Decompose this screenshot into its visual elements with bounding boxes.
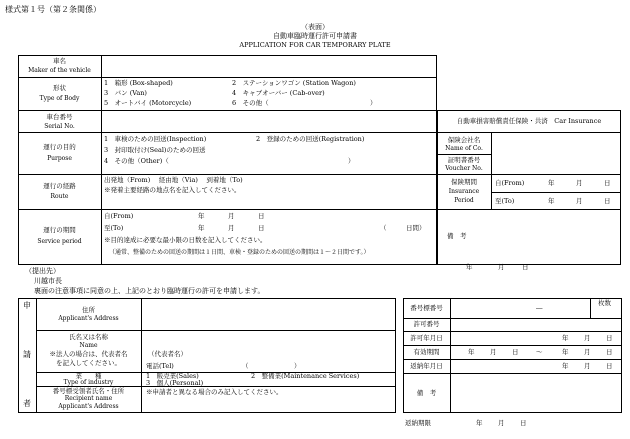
voucher-label-en: Voucher No. [445,165,483,172]
body-option-2[interactable]: 2 ステーションワゴン (Station Wagon) [232,79,356,87]
maker-label-en: Maker of the vehicle [28,67,91,74]
valid-from-year: 年 [468,348,475,356]
period-label: 運行の期間 [43,226,76,234]
name-note-2: を記入してください。 [56,359,121,367]
plate-number-label: 番号標番号 [410,304,443,312]
insurance-remarks-label: 備 考 [447,232,467,240]
addressee-label: （提出先） [25,267,60,275]
route-points[interactable]: 出発地（From) 経由地（Via) 到着地（To) [104,176,243,184]
maker-input[interactable] [102,56,436,76]
insurance-to-label: 至(To) [495,197,515,205]
period-to-month: 月 [228,224,235,232]
applicant-side-2: 請 [23,350,31,359]
insurance-period-label-en1: Insurance [448,188,480,195]
insurance-company-label-en: Name of Co. [445,145,483,152]
permit-number-label: 許可番号 [413,320,440,328]
representative-label[interactable]: （代表者名） [148,350,187,358]
insurance-to-year: 年 [548,197,555,205]
addressee-name: 川越市長 [34,277,62,285]
application-month: 月 [498,263,505,271]
permit-day: 日 [606,334,613,342]
page-title-en: APPLICATION FOR CAR TEMPORARY PLATE [239,41,391,49]
body-type-label: 形状 [53,84,66,92]
recipient-label-en1: Recipient name [64,395,113,402]
body-option-6[interactable]: 6 その他（ [232,99,269,107]
route-label: 運行の経路 [43,182,76,190]
body-option-4[interactable]: 4 キャブオーバー (Cab-over) [232,89,325,97]
return-deadline-label: 返納期限 [405,419,431,427]
return-year: 年 [562,362,569,370]
body-type-label-en: Type of Body [39,95,80,102]
purpose-option-4[interactable]: 4 その他（Other)（ [104,157,169,165]
return-month: 月 [584,362,591,370]
industry-label: 業 種 [75,372,102,380]
application-year: 年 [466,263,473,271]
plate-number-dash: ― [536,304,543,312]
permit-month: 月 [584,334,591,342]
voucher-input[interactable] [492,155,620,173]
period-from-year: 年 [198,212,205,220]
serial-label-en: Serial No. [44,123,75,130]
return-date-label: 返納年月日 [410,362,443,370]
industry-option-2[interactable]: 2 整備業(Maintenance Services) [251,372,360,380]
insurance-from-month: 月 [576,179,583,187]
body-option-1[interactable]: 1 箱形 (Box-shaped) [104,79,173,87]
recipient-note: ※申請者と異なる場合のみ記入してください。 [146,388,283,396]
deadline-month: 月 [498,419,505,427]
valid-from-day: 日 [512,348,519,356]
purpose-label: 運行の目的 [43,143,76,151]
omote-label: （表面） [301,23,329,31]
insurance-to-day: 日 [604,197,611,205]
office-remarks-label: 備 考 [416,389,437,397]
valid-from-month: 月 [490,348,497,356]
period-from-day: 日 [258,212,265,220]
purpose-option-2[interactable]: 2 登録のための回送(Registration) [256,135,365,143]
insurance-from-label: 自(From) [495,179,525,187]
purpose-label-en: Purpose [47,155,72,162]
maker-label: 車名 [53,57,66,65]
applicant-side-1: 申 [23,301,31,310]
industry-option-1[interactable]: 1 販売業(Sales) [146,372,199,380]
applicant-side-3: 者 [23,399,31,408]
industry-label-en: Type of industry [63,379,114,386]
insurance-to-month: 月 [576,197,583,205]
purpose-option-1[interactable]: 1 車検のための回送(Inspection) [104,135,207,143]
route-label-en: Route [50,193,69,200]
period-days[interactable]: （ 日間） [380,224,426,232]
valid-to-day: 日 [606,348,613,356]
address-label: 住所 [82,306,95,314]
serial-input[interactable] [102,111,436,131]
plate-count-label: 枚数 [598,299,611,307]
name-label-en: Name [79,342,98,349]
valid-tilde: ～ [536,348,543,356]
valid-to-year: 年 [562,348,569,356]
insurance-remarks-input[interactable] [492,210,620,264]
deadline-year: 年 [476,419,483,427]
period-label-en: Service period [37,238,82,245]
insurance-title: 自動車損害賠償責任保険・共済 Car Insurance [456,117,602,125]
return-day: 日 [606,362,613,370]
route-note: ※発着主要経路の地点名を記入してください。 [104,186,241,194]
period-to-year: 年 [198,224,205,232]
insurance-company-input[interactable] [492,133,620,153]
permit-date-label: 許可年月日 [410,334,443,342]
valid-to-month: 月 [584,348,591,356]
serial-label: 車台番号 [46,113,73,121]
period-to-label: 至(To) [104,224,124,232]
address-label-en: Applicant's Address [58,315,119,322]
insurance-company-label: 保険会社名 [447,136,481,144]
recipient-label-en2: Applicant's Address [58,403,119,410]
body-option-5[interactable]: 5 オートバイ (Motorcycle) [104,99,192,107]
period-note-1: ※目的達成に必要な最小限の日数を記入してください。 [104,236,267,244]
period-from-label: 自(From) [104,212,134,220]
address-input[interactable] [142,299,395,329]
body-option-3[interactable]: 3 バン (Van) [104,89,147,97]
period-from-month: 月 [228,212,235,220]
permit-year: 年 [562,334,569,342]
valid-period-label: 有効期間 [413,348,440,356]
form-number: 様式第１号（第２条関係） [5,5,101,14]
period-to-day: 日 [258,224,265,232]
tel-label: 電話(Tel) [146,362,174,370]
purpose-option-4-close: ） [348,157,355,165]
deadline-day: 日 [520,419,527,427]
name-note-1: ※法人の場合は、代表者名 [49,350,128,358]
insurance-from-year: 年 [548,179,555,187]
industry-option-3[interactable]: 3 個人(Personal) [146,379,204,387]
insurance-from-day: 日 [604,179,611,187]
declaration: 裏面の注意事項に同意の上、上記のとおり臨時運行の許可を申請します。 [34,287,265,295]
name-label: 氏名又は名称 [69,333,108,341]
page-title: 自動車臨時運行許可申請書 [273,32,357,40]
purpose-option-3[interactable]: 3 封印取付け(Seal)のための回送 [104,146,206,154]
body-option-6-close: ） [370,99,377,107]
voucher-label: 証明書番号 [447,156,481,164]
recipient-label: 番号標受領者氏名・住所 [52,387,125,395]
insurance-period-label: 保険期間 [451,178,477,186]
application-day: 日 [522,263,529,271]
tel-input[interactable]: （ ） [242,362,301,370]
insurance-period-label-en2: Period [454,197,474,204]
period-note-2: （通常、整備のための回送の期間は１日間、車検・登録のための回送の期間は１～２日間です。） [109,249,370,256]
